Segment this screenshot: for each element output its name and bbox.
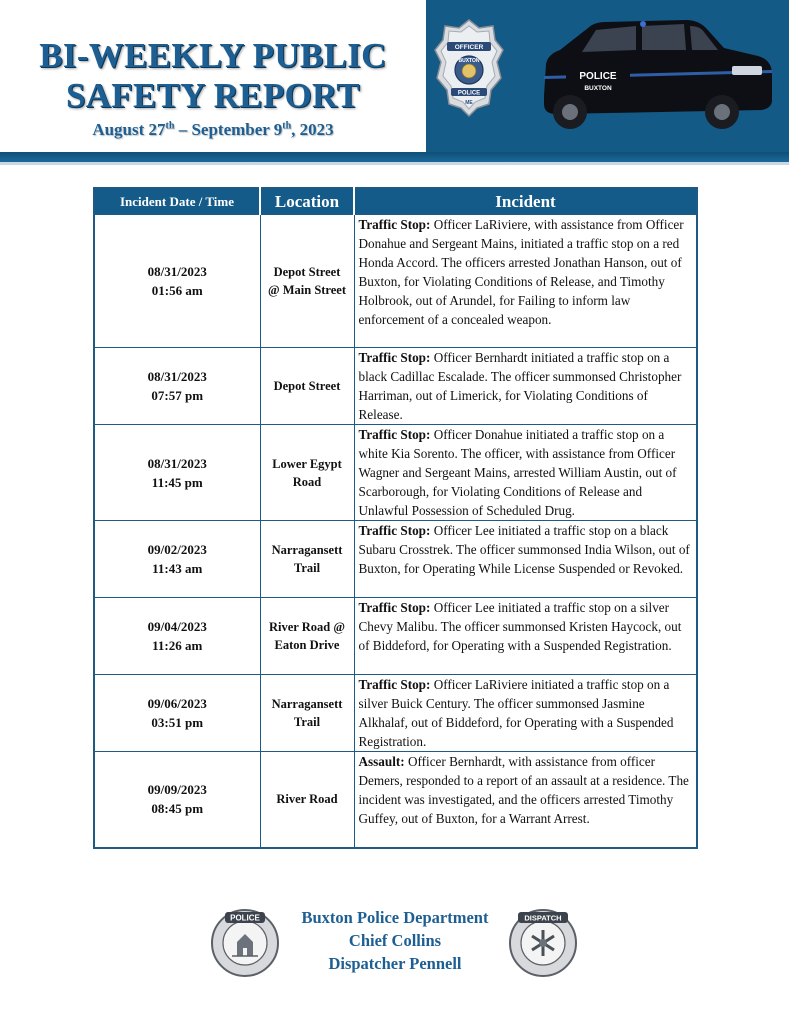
date-start: August 27 [92, 120, 166, 139]
incident-date: 09/04/2023 [147, 619, 207, 634]
report-title-line2: SAFETY REPORT [65, 76, 361, 115]
department-name: Buxton Police Department [301, 908, 489, 927]
department-signature [280, 906, 510, 975]
table-row [94, 598, 697, 675]
date-end-suffix: th [282, 120, 292, 132]
incident-time: 07:57 pm [151, 388, 204, 403]
report-title-line1: BI-WEEKLY PUBLIC [39, 36, 387, 75]
cell-date-time [94, 425, 260, 521]
car-label-town: BUXTON [584, 85, 612, 92]
car-label-police: POLICE [579, 71, 617, 82]
column-header-incident: Incident [354, 188, 697, 215]
cell-location: Narragansett Trail [260, 521, 354, 598]
report-date-range [0, 120, 426, 140]
incident-time: 11:43 am [152, 561, 203, 576]
incident-type: Traffic Stop: [358, 523, 431, 538]
incident-type: Traffic Stop: [358, 427, 431, 442]
incident-time: 03:51 pm [151, 715, 204, 730]
incident-type: Traffic Stop: [358, 600, 431, 615]
table-row [94, 215, 697, 348]
dispatch-seal-icon [508, 908, 578, 978]
table-row [94, 521, 697, 598]
incident-table-container [93, 187, 696, 849]
incident-time: 08:45 pm [151, 801, 204, 817]
incident-description: Officer Bernhardt, with assistance from officer Demers, responded to a report of an assault at a residence. The incident was investigated, and the officers arrested Timothy Guffey, out of Buxton, for a Warrant Arrest. [358, 754, 689, 826]
cell-location: Depot Street @ Main Street [260, 215, 354, 348]
column-header-date: Incident Date / Time [94, 188, 260, 215]
incident-date: 09/09/2023 [147, 782, 207, 798]
report-title [0, 36, 426, 116]
cell-location: Depot Street [260, 348, 354, 425]
incident-description: Officer Donahue initiated a traffic stop on a white Kia Sorento. The officer, with assistance from Officer Wagner and Sergeant Mains, arrested William Austin, out of Scarborough, for Violating Conditions of Release and Unlawful Possession of Scheduled Drug. [358, 427, 677, 518]
cell-location: Narragansett Trail [260, 675, 354, 752]
cell-date-time [94, 215, 260, 348]
table-header-row [94, 188, 697, 215]
cell-incident [354, 598, 697, 675]
incident-type: Traffic Stop: [358, 350, 431, 365]
column-header-location: Location [260, 188, 354, 215]
police-seal-icon [210, 908, 280, 978]
incident-table [93, 187, 698, 849]
cell-date-time [94, 598, 260, 675]
cell-location: River Road [260, 752, 354, 848]
cell-location: Lower Egypt Road [260, 425, 354, 521]
incident-date: 08/31/2023 [147, 264, 207, 279]
cell-incident [354, 215, 697, 348]
incident-description: Officer Lee initiated a traffic stop on a silver Chevy Malibu. The officer summonsed Kristen Haycock, out of Biddeford, for Operating with a Suspended Registration. [358, 600, 682, 653]
incident-date: 09/06/2023 [147, 696, 207, 711]
incident-date: 08/31/2023 [147, 455, 207, 471]
incident-description: Officer LaRiviere initiated a traffic stop on a silver Buick Century. The officer summonsed Jasmine Alkhalaf, out of Biddeford, for Operating with a Suspended Registration. [358, 677, 674, 749]
badge-text-police: POLICE [457, 90, 481, 97]
cell-incident [354, 521, 697, 598]
chief-name: Chief Collins [348, 931, 442, 950]
cell-incident [354, 348, 697, 425]
table-row [94, 425, 697, 521]
table-row [94, 752, 697, 848]
incident-time: 01:56 am [151, 283, 203, 298]
table-row [94, 348, 697, 425]
cell-date-time [94, 521, 260, 598]
incident-type: Assault: [358, 754, 405, 769]
incident-description: Officer Lee initiated a traffic stop on a black Subaru Crosstrek. The officer summonsed India Wilson, out of Buxton, for Operating While License Suspended or Revoked. [358, 523, 690, 576]
cell-incident [354, 752, 697, 848]
incident-type: Traffic Stop: [358, 677, 431, 692]
dispatcher-name: Dispatcher Pennell [328, 954, 462, 973]
police-badge-icon [433, 18, 505, 118]
badge-text-state: ME [465, 100, 473, 106]
incident-time: 11:26 am [152, 638, 203, 653]
incident-type: Traffic Stop: [358, 217, 431, 232]
date-end: – September 9 [174, 120, 283, 139]
incident-description: Officer Bernhardt initiated a traffic stop on a black Cadillac Escalade. The officer summonsed Christopher Harriman, out of Limerick, for Violating Conditions of Release. [358, 350, 682, 422]
seal-left-label: POLICE [230, 913, 260, 923]
cell-incident [354, 425, 697, 521]
incident-date: 09/02/2023 [147, 542, 207, 557]
header-divider [0, 152, 789, 162]
incident-time: 11:45 pm [151, 474, 203, 490]
cell-date-time [94, 348, 260, 425]
table-row [94, 675, 697, 752]
incident-date: 08/31/2023 [147, 369, 207, 384]
cell-location: River Road @ Eaton Drive [260, 598, 354, 675]
badge-text-officer: OFFICER [454, 44, 484, 51]
date-start-suffix: th [165, 120, 175, 132]
header-divider-accent [0, 162, 789, 165]
police-car-icon [536, 14, 776, 140]
cell-date-time [94, 675, 260, 752]
cell-date-time [94, 752, 260, 848]
badge-text-town: BUXTON [458, 58, 480, 64]
date-year: , 2023 [291, 120, 334, 139]
cell-incident [354, 675, 697, 752]
seal-right-label: DISPATCH [524, 913, 562, 923]
incident-description: Officer LaRiviere, with assistance from Officer Donahue and Sergeant Mains, initiated a traffic stop on a red Honda Accord. The officers arrested Jonathan Hanson, out of Buxton, for Violating Conditions of Release, and Timothy Holbrook, out of Arundel, for Failing to inform law enforcement of a concealed weapon. [358, 217, 684, 327]
